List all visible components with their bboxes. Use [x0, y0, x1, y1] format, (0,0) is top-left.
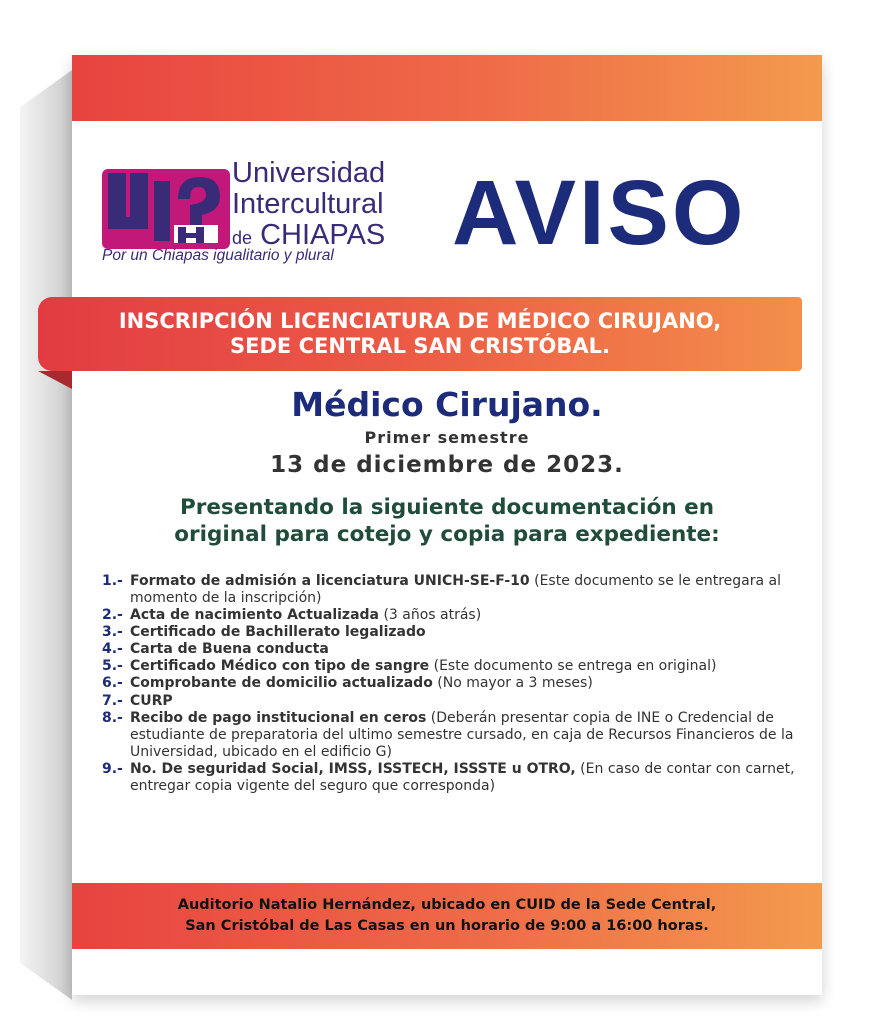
item-title: Acta de nacimiento Actualizada	[130, 607, 379, 624]
list-item	[102, 641, 802, 658]
item-note: (En caso de contar con carnet, entregar copia vigente del seguro que corresponda)	[130, 760, 795, 794]
logo-wordmark	[232, 159, 385, 250]
item-title: Recibo de pago institucional en ceros	[130, 709, 427, 726]
page-fold-shadow	[20, 70, 72, 1000]
item-note: (Deberán presentar copia de INE o Credencial de estudiante de preparatoria del ultimo semestre cursado, en caja de Recursos Financieros de la Universidad, ubicado en el edificio G)	[130, 709, 794, 760]
list-item	[102, 607, 802, 624]
item-number: 5.-	[102, 658, 123, 675]
documentation-heading-line-1: Presentando la siguiente documentación en	[179, 495, 715, 520]
item-text	[130, 710, 802, 761]
logo-line-3-main: CHIAPAS	[260, 219, 386, 251]
item-title: No. De seguridad Social, IMSS, ISSTECH, ISSSTE u OTRO,	[130, 760, 576, 777]
logo-line-2: Intercultural	[232, 188, 384, 220]
item-note: (No mayor a 3 meses)	[432, 675, 593, 692]
top-gradient-bar	[72, 55, 822, 121]
unich-logo-mark-icon	[102, 159, 230, 249]
documentation-heading	[72, 495, 822, 549]
item-text	[130, 624, 426, 641]
item-text	[130, 693, 173, 710]
item-number: 6.-	[102, 675, 123, 692]
item-title: Certificado de Bachillerato legalizado	[130, 624, 426, 641]
item-number: 1.-	[102, 573, 123, 589]
notice-card	[72, 55, 822, 995]
footer-line-1: Auditorio Natalio Hernández, ubicado en CUID de la Sede Central,	[177, 896, 717, 913]
list-item	[102, 624, 802, 641]
list-item	[102, 675, 802, 692]
list-item	[102, 761, 802, 795]
item-text	[130, 675, 593, 692]
item-text	[130, 658, 716, 675]
item-note: (Este documento se le entregara al momento de la inscripción)	[130, 573, 781, 607]
item-number: 2.-	[102, 607, 123, 624]
list-item	[102, 573, 802, 607]
item-number: 7.-	[102, 692, 123, 709]
item-note: (Este documento se entrega en original)	[429, 658, 717, 675]
item-title: Comprobante de domicilio actualizado	[130, 675, 433, 692]
logo-line-1: Universidad	[232, 157, 386, 189]
item-text	[130, 761, 802, 795]
requirements-list	[102, 573, 802, 795]
logo-line-3	[232, 221, 385, 250]
footer-location-bar	[72, 883, 822, 949]
list-item	[102, 693, 802, 710]
item-title: CURP	[130, 692, 173, 709]
event-date: 13 de diciembre de 2023.	[270, 452, 624, 478]
documentation-heading-line-2: original para cotejo y copia para expediente:	[174, 521, 720, 547]
logo-tagline: Por un Chiapas igualitario y plural	[102, 247, 334, 264]
item-text	[130, 573, 802, 607]
item-text	[130, 607, 481, 624]
item-text	[130, 641, 329, 658]
item-note: (3 años atrás)	[379, 607, 482, 624]
announcement-ribbon	[38, 297, 802, 371]
item-number: 4.-	[102, 641, 123, 658]
logo-line-3-prefix: de	[232, 228, 253, 248]
ribbon-line-1: INSCRIPCIÓN LICENCIATURA DE MÉDICO CIRUJANO,	[118, 308, 722, 333]
ribbon-line-2: SEDE CENTRAL SAN CRISTÓBAL.	[230, 334, 610, 358]
semester-label: Primer semestre	[364, 428, 530, 447]
aviso-heading: AVISO	[452, 162, 747, 264]
item-title: Formato de admisión a licenciatura UNICH-SE-F-10	[130, 573, 530, 589]
list-item	[102, 710, 802, 761]
program-title: Médico Cirujano.	[291, 385, 603, 424]
item-title: Carta de Buena conducta	[130, 641, 329, 658]
item-title: Certificado Médico con tipo de sangre	[130, 658, 430, 675]
item-number: 8.-	[102, 709, 123, 726]
item-number: 9.-	[102, 760, 123, 777]
item-number: 3.-	[102, 624, 123, 641]
footer-line-2: San Cristóbal de Las Casas en un horario de 9:00 a 16:00 horas.	[185, 918, 709, 934]
list-item	[102, 658, 802, 675]
